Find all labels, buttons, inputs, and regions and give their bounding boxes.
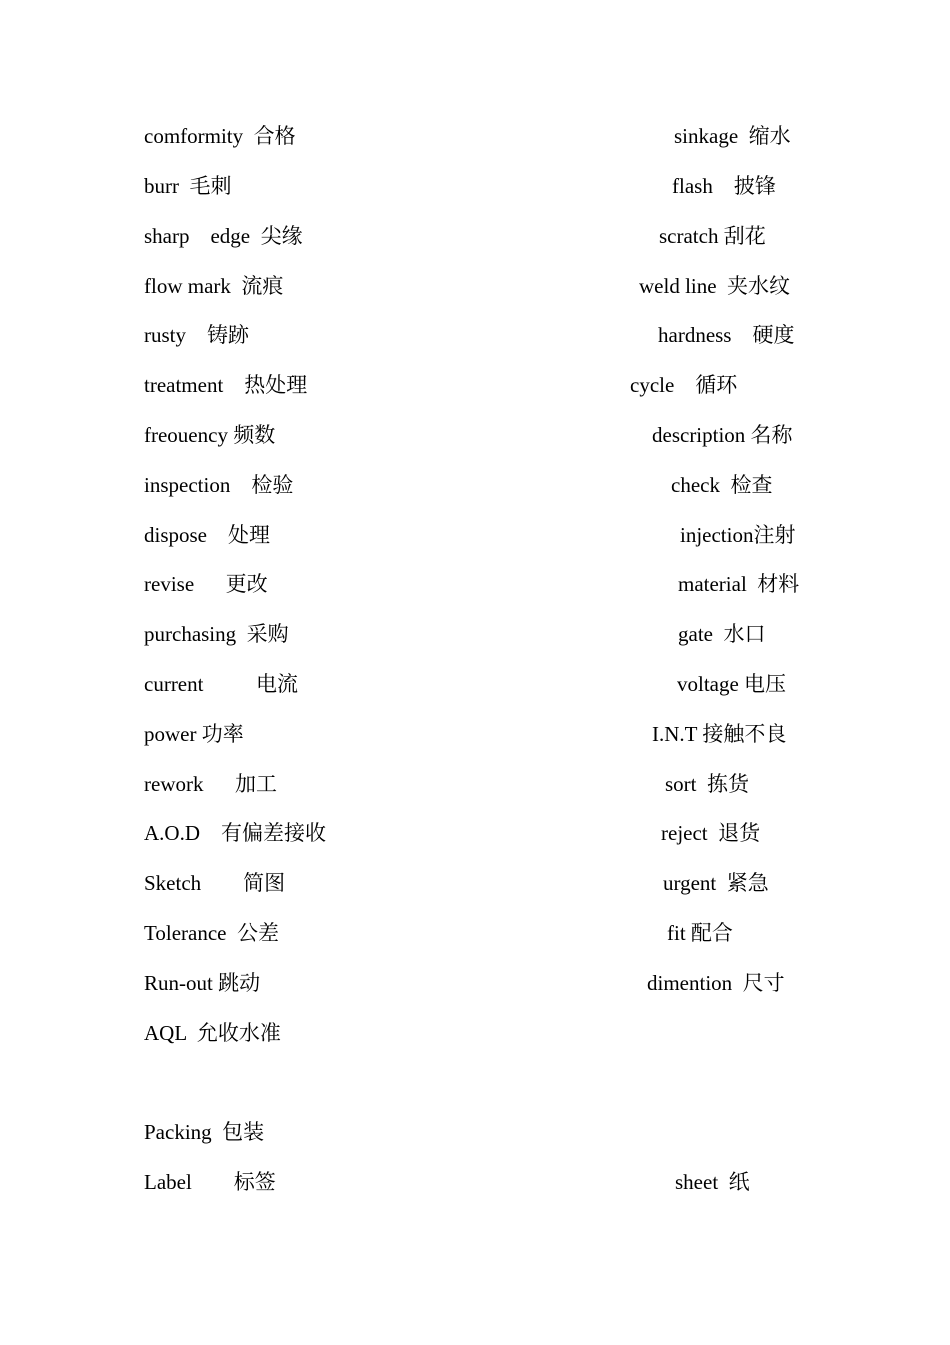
term-left: revise 更改: [144, 572, 268, 596]
term-left: Label 标签: [144, 1170, 276, 1194]
term-right: description 名称: [652, 423, 793, 447]
term-left: freouency 频数: [144, 423, 276, 447]
term-left: treatment 热处理: [144, 373, 308, 397]
term-left: Sketch 简图: [144, 871, 286, 895]
term-right: voltage 电压: [677, 672, 787, 696]
term-right: fit 配合: [667, 921, 733, 945]
term-right: scratch 刮花: [659, 224, 766, 248]
term-right: reject 退货: [661, 821, 761, 845]
term-left: current 电流: [144, 672, 298, 696]
term-right: check 检查: [671, 473, 773, 497]
term-left: burr 毛刺: [144, 174, 232, 198]
term-right: sinkage 缩水: [674, 124, 791, 148]
term-left: dispose 处理: [144, 523, 270, 547]
section-heading-packing: Packing 包装: [144, 1120, 265, 1144]
term-left: Run-out 跳动: [144, 971, 261, 995]
term-left: power 功率: [144, 722, 244, 746]
term-right: dimention 尺寸: [647, 971, 785, 995]
term-right: sort 拣货: [665, 772, 749, 796]
term-right: hardness 硬度: [658, 323, 795, 347]
term-right: urgent 紧急: [663, 871, 769, 895]
term-left: rusty 铸跡: [144, 323, 249, 347]
term-right: I.N.T 接触不良: [652, 722, 787, 746]
term-left: purchasing 采购: [144, 622, 289, 646]
term-left: inspection 检验: [144, 473, 294, 497]
term-right: gate 水口: [678, 622, 766, 646]
term-left: rework 加工: [144, 772, 277, 796]
term-right: flash 披锋: [672, 174, 776, 198]
term-right: weld line 夹水纹: [639, 274, 791, 298]
term-left: Tolerance 公差: [144, 921, 279, 945]
term-right: injection注射: [680, 523, 796, 547]
term-right: sheet 纸: [675, 1170, 750, 1194]
term-right: cycle 循环: [630, 373, 738, 397]
term-left: flow mark 流痕: [144, 274, 284, 298]
term-left: comformity 合格: [144, 124, 296, 148]
term-right: material 材料: [678, 572, 800, 596]
term-left: AQL 允收水准: [144, 1021, 281, 1045]
term-left: sharp edge 尖缘: [144, 224, 303, 248]
term-left: A.O.D 有偏差接收: [144, 821, 326, 845]
